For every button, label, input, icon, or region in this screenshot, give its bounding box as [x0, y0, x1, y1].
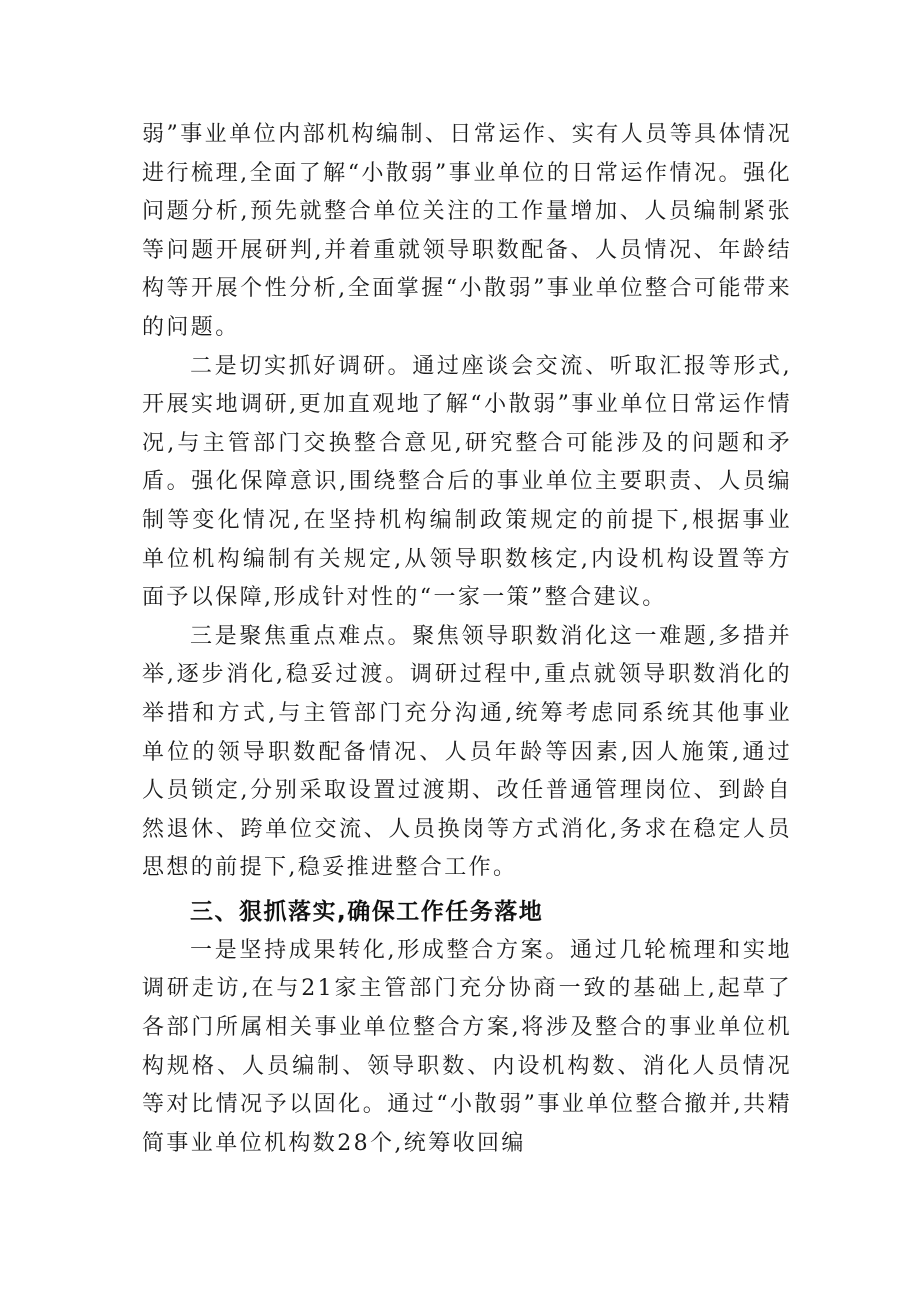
paragraph-results: 一是坚持成果转化,形成整合方案。通过几轮梳理和实地调研走访,在与21家主管部门充分协商一致的基础上,起草了各部门所属相关事业单位整合方案,将涉及整合的事业单位机构规格、人员编制、领导职数、内设机构数、消化人员情况等对比情况予以固化。通过“小散弱”事业单位整合撤并,共精简事业单位机构数28个,统筹收回编: [142, 937, 792, 1156]
paragraph-key-difficulties: 三是聚焦重点难点。聚焦领导职数消化这一难题,多措并举,逐步消化,稳妥过渡。调研过程中,重点就领导职数消化的举措和方式,与主管部门充分沟通,统筹考虑同系统其他事业单位的领导职数配备情况、人员年龄等因素,因人施策,通过人员锁定,分别采取设置过渡期、改任普通管理岗位、到龄自然退休、跨单位交流、人员换岗等方式消化,务求在稳定人员思想的前提下,稳妥推进整合工作。: [142, 623, 792, 881]
document-body: [142, 116, 792, 1163]
paragraph-continuation: 弱”事业单位内部机构编制、日常运作、实有人员等具体情况进行梳理,全面了解“小散弱”事业单位的日常运作情况。强化问题分析,预先就整合单位关注的工作量增加、人员编制紧张等问题开展研判,并着重就领导职数配备、人员情况、年龄结构等开展个性分析,全面掌握“小散弱”事业单位整合可能带来的问题。: [142, 122, 792, 340]
paragraph-research: 二是切实抓好调研。通过座谈会交流、听取汇报等形式,开展实地调研,更加直观地了解“小散弱”事业单位日常运作情况,与主管部门交换整合意见,研究整合可能涉及的问题和矛盾。强化保障意识,围绕整合后的事业单位主要职责、人员编制等变化情况,在坚持机构编制政策规定的前提下,根据事业单位机构编制有关规定,从领导职数核定,内设机构设置等方面予以保障,形成针对性的“一家一策”整合建议。: [142, 353, 792, 611]
section-heading: 三、狠抓落实,确保工作任务落地: [190, 898, 544, 925]
